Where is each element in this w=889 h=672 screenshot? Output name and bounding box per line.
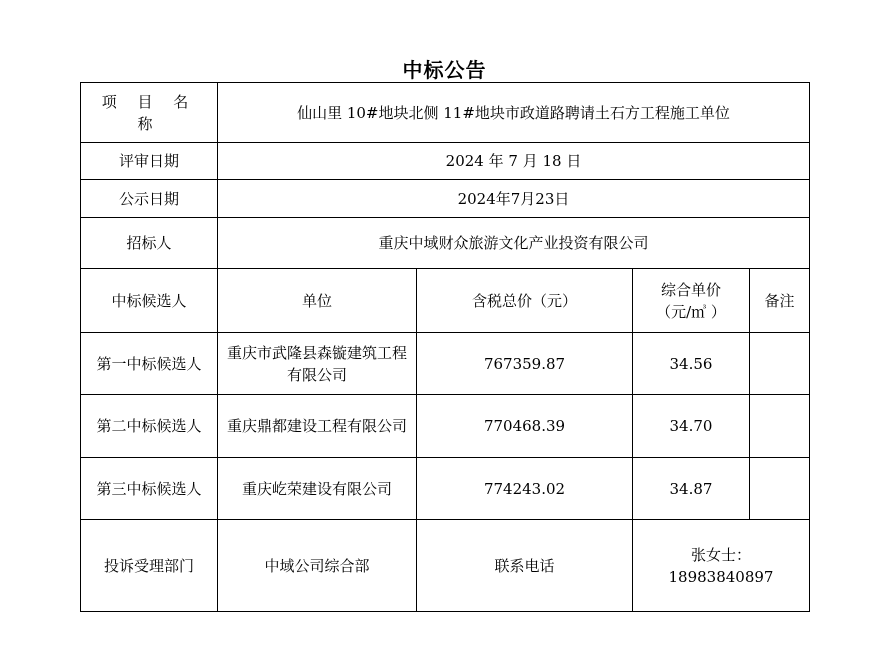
candidate-total-price: 767359.87	[417, 333, 633, 395]
complaint-row	[81, 520, 810, 612]
complaint-label: 投诉受理部门	[81, 520, 218, 612]
candidate-rank: 第一中标候选人	[81, 333, 218, 395]
candidate-total-price: 770468.39	[417, 395, 633, 458]
candidate-total-price: 774243.02	[417, 458, 633, 520]
candidate-unit-price: 34.87	[633, 458, 750, 520]
header-company: 单位	[218, 269, 417, 333]
header-remark: 备注	[750, 269, 810, 333]
candidate-company: 重庆市武隆县森镟建筑工程有限公司	[218, 333, 417, 395]
bid-award-table	[80, 82, 810, 612]
candidate-rank: 第二中标候选人	[81, 395, 218, 458]
candidate-remark	[750, 333, 810, 395]
publicity-date-value: 2024年7月23日	[218, 180, 810, 218]
candidate-row	[81, 458, 810, 520]
header-role: 中标候选人	[81, 269, 218, 333]
publicity-date-row	[81, 180, 810, 218]
candidate-company: 重庆屹荣建设有限公司	[218, 458, 417, 520]
header-total-price: 含税总价（元）	[417, 269, 633, 333]
header-unit-price	[633, 269, 750, 333]
candidate-row	[81, 395, 810, 458]
candidate-unit-price: 34.56	[633, 333, 750, 395]
phone-label: 联系电话	[417, 520, 633, 612]
candidate-remark	[750, 458, 810, 520]
candidate-row	[81, 333, 810, 395]
header-unit-price-line1: 综合单价	[660, 280, 721, 299]
review-date-value: 2024 年 7 月 18 日	[218, 143, 810, 180]
header-unit-price-line2: （元/㎥ ）	[656, 302, 726, 321]
review-date-label: 评审日期	[81, 143, 218, 180]
candidates-header-row	[81, 269, 810, 333]
tenderer-value: 重庆中域财众旅游文化产业投资有限公司	[218, 218, 810, 269]
candidate-rank: 第三中标候选人	[81, 458, 218, 520]
project-label: 项 目 名 称	[81, 83, 218, 143]
project-name: 仙山里 10#地块北侧 11#地块市政道路聘请土石方工程施工单位	[218, 83, 810, 143]
review-date-row	[81, 143, 810, 180]
contact-value: 张女士：18983840897	[633, 520, 810, 612]
project-row	[81, 83, 810, 143]
publicity-date-label: 公示日期	[81, 180, 218, 218]
candidate-unit-price: 34.70	[633, 395, 750, 458]
tenderer-row	[81, 218, 810, 269]
candidate-company: 重庆鼎都建设工程有限公司	[218, 395, 417, 458]
notice-title: 中标公告	[402, 58, 487, 82]
complaint-department: 中域公司综合部	[218, 520, 417, 612]
tenderer-label: 招标人	[81, 218, 218, 269]
candidate-remark	[750, 395, 810, 458]
